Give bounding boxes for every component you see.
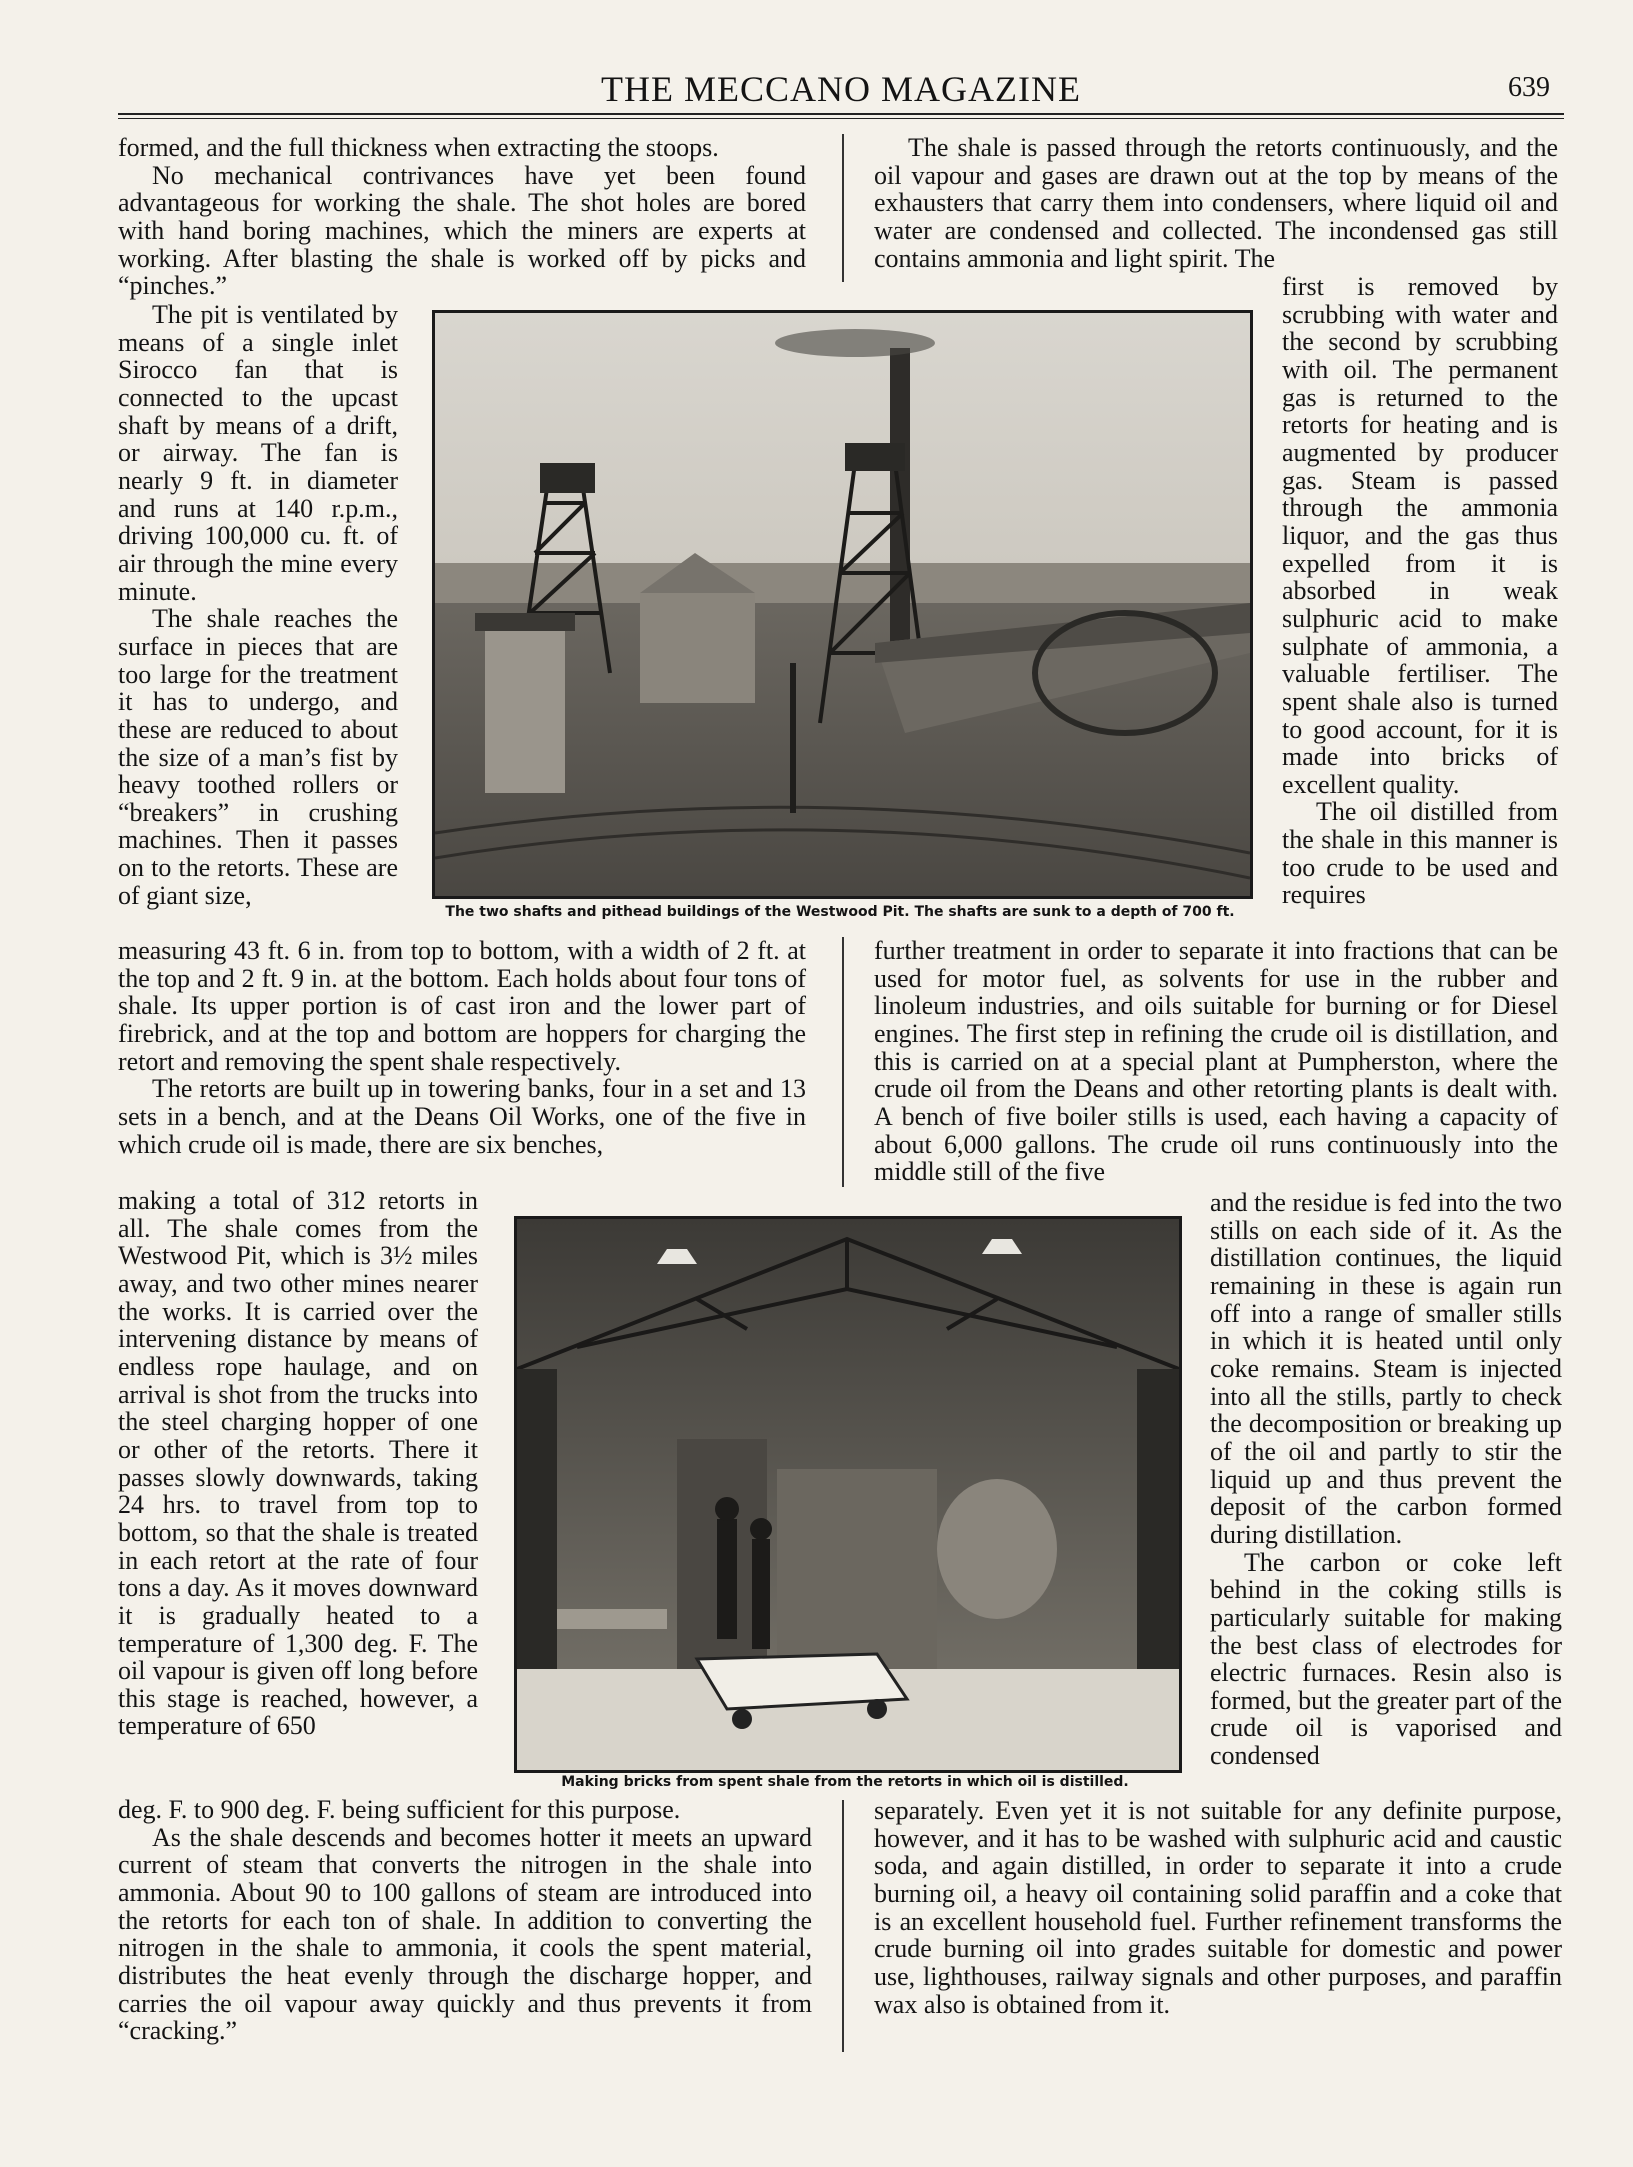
paragraph: separately. Even yet it is not suitable for any definite purpose, however, and it has to be washed with sulphuric acid and caustic soda, and again distilled, in order to separate it into a crude burning oil, a heavy oil containing solid paraffin and a coke that is an excellent household fuel. Further refinement transforms the crude burning oil into grades suitable for domestic and power use, lighthouses, railway signals and other purposes, and paraffin wax also is obtained from it. [874, 1796, 1562, 2019]
column-divider [842, 937, 844, 1187]
paragraph: The shale is passed through the retorts continuously, and the oil vapour and gases are drawn out at the top by means of the exhausters that carry them into condensers, where liquid oil and water are condensed and collected. The incondensed gas still contains ammonia and light spirit. The [874, 133, 1558, 273]
left-column-beside-photo-1 [118, 301, 398, 909]
pithead-photo-caption: The two shafts and pithead buildings of the Westwood Pit. The shafts are sunk to a depth of 700 ft. [445, 904, 1235, 920]
paragraph: No mechanical contrivances have yet been found advantageous for working the shale. The shot holes are bored with hand boring machines, which the miners are experts at working. After blasting the shale is worked off by picks and “pinches.” [118, 160, 806, 301]
paragraph: The shale reaches the surface in pieces that are too large for the treatment it has to undergo, and these are reduced to about the size of a man’s fist by heavy toothed rollers or “breakers” in crushing machines. Then it passes on to the retorts. These are of giant size, [118, 604, 398, 910]
paragraph: first is removed by scrubbing with water and the second by scrubbing with oil. The permanent gas is returned to the retorts for heating and is augmented by producer gas. Steam is passed through the ammonia liquor, and the gas thus expelled from it is absorbed in weak sulphuric acid to make sulphate of ammonia, a valuable fertiliser. The spent shale also is turned to good account, for it is made into bricks of excellent quality. [1282, 272, 1558, 799]
right-column-beside-photo-1 [1282, 273, 1558, 909]
paragraph: The carbon or coke left behind in the coking stills is particularly suitable for making the best class of electrodes for electric furnaces. Resin also is formed, but the greater part of the crude oil is vaporised and condensed [1210, 1547, 1562, 1771]
paragraph: The pit is ventilated by means of a single inlet Sirocco fan that is connected to the upcast shaft by means of a drift, or airway. The fan is nearly 9 ft. in diameter and runs at 140 r.p.m., driving 100,000 cu. ft. of air through the mine every minute. [118, 300, 398, 606]
header-rule-thin [118, 118, 1564, 119]
pithead-photo [432, 310, 1253, 899]
works-photo-caption: Making bricks from spent shale from the retorts in which oil is distilled. [561, 1774, 1129, 1790]
right-column-bottom [874, 1797, 1562, 2018]
left-column-beside-photo-2 [118, 1187, 478, 1740]
paragraph: formed, and the full thickness when extracting the stoops. [118, 133, 719, 162]
works-interior-illustration [517, 1219, 1179, 1770]
paragraph: The retorts are built up in towering banks, four in a set and 13 sets in a bench, and at the Deans Oil Works, one of the five in which crude oil is made, there are six benches, [118, 1074, 806, 1159]
paragraph: making a total of 312 retorts in all. The shale comes from the Westwood Pit, which is 3½ miles away, and two other mines nearer the works. It is carried over the intervening distance by means of endless rope haulage, and on arrival is shot from the trucks into the steel charging hopper of one or other of the retorts. There it passes slowly downwards, taking 24 hrs. to travel from top to bottom, so that the shale is treated in each retort at the rate of four tons a day. As it moves downward it is gradually heated to a temperature of 1,300 deg. F. The oil vapour is given off long before this stage is reached, however, a temperature of 650 [118, 1186, 478, 1741]
page-number: 639 [1508, 72, 1550, 103]
paragraph: The oil distilled from the shale in this manner is too crude to be used and requires [1282, 797, 1558, 910]
paragraph: and the residue is fed into the two stills on each side of it. As the distillation continues, the liquid remaining in these is again run off into a range of smaller stills in which it is heated until only coke remains. Steam is injected into all the stills, partly to check the decomposition or breaking up of the oil and partly to stir the liquid up and thus prevent the deposit of the carbon formed during distillation. [1210, 1188, 1562, 1549]
page-header [118, 64, 1564, 114]
right-column-middle [874, 937, 1558, 1186]
column-divider [842, 134, 844, 282]
left-column-bottom [118, 1796, 812, 2045]
pithead-illustration [435, 313, 1250, 896]
header-rule [118, 113, 1564, 115]
left-column-top [118, 134, 806, 300]
paragraph: further treatment in order to separate it into fractions that can be used for motor fuel, as solvents for use in the rubber and linoleum industries, and oils suitable for burning or for Diesel engines. The first step in refining the crude oil is distillation, and this is carried on at a special plant at Pumpherston, where the crude oil from the Deans and other retorting plants is dealt with. A bench of five boiler stills is used, each having a capacity of about 6,000 gallons. The crude oil runs continuously into the middle still of the five [874, 936, 1558, 1187]
left-column-middle [118, 937, 806, 1158]
right-column-beside-photo-2 [1210, 1189, 1562, 1770]
paragraph: measuring 43 ft. 6 in. from top to bottom, with a width of 2 ft. at the top and 2 ft. 9 in. at the bottom. Each holds about four tons of shale. Its upper portion is of cast iron and the lower part of firebrick, and at the top and bottom are hoppers for charging the retort and removing the spent shale respectively. [118, 936, 806, 1076]
right-column-top [874, 134, 1558, 272]
magazine-title: THE MECCANO MAGAZINE [601, 69, 1081, 109]
column-divider [842, 1800, 844, 2052]
paragraph: deg. F. to 900 deg. F. being sufficient for this purpose. [118, 1795, 681, 1824]
works-interior-photo [514, 1216, 1182, 1773]
paragraph: As the shale descends and becomes hotter it meets an upward current of steam that converts the nitrogen in the shale into ammonia. About 90 to 100 gallons of steam are introduced into the retorts for each ton of shale. In addition to converting the nitrogen in the shale to ammonia, it cools the spent material, distributes the heat evenly through the discharge hopper, and carries the oil vapour away quickly and thus prevents it from “cracking.” [118, 1822, 812, 2046]
